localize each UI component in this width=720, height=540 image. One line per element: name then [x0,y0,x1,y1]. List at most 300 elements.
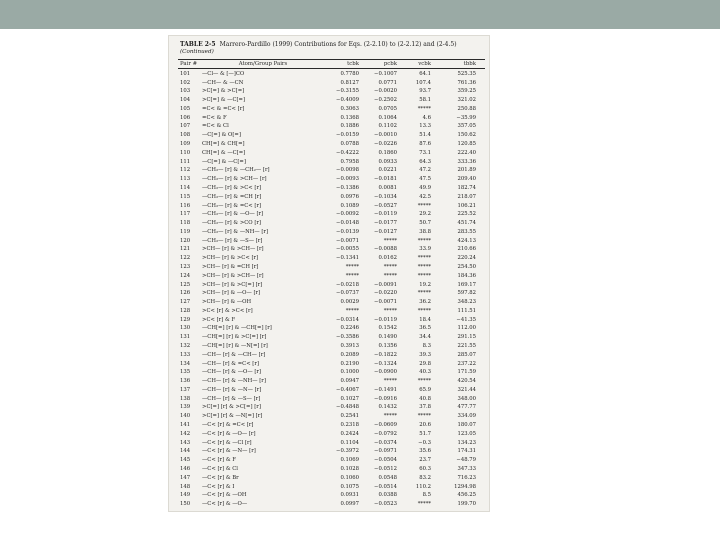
tcbk-value: 0.1069 [340,457,359,464]
pcbk-value: 0.0221 [378,167,397,174]
table-row [178,307,485,316]
pair-number: 125 [180,281,191,288]
pair-number: 150 [180,501,191,508]
tbbk-value: 250.88 [457,105,476,112]
scanned-table-image [168,35,490,512]
pair-number: 108 [180,132,191,139]
pcbk-value: −0.0523 [374,501,397,508]
pcbk-value: ***** [383,307,397,314]
group-pair: —Cl— & [—]CO [202,70,245,77]
vcbk-value: 8.5 [422,492,431,499]
pair-number: 143 [180,439,191,446]
group-pair: —CH— [r] & —N— [r] [202,386,262,393]
table-continued-note: (Continued) [180,49,214,55]
pair-number: 106 [180,114,191,121]
pair-number: 120 [180,237,191,244]
group-pair: —C< [r] & —O— [202,501,248,508]
group-pair: >CH— [r] & =CH [r] [202,263,259,270]
tbbk-value: 420.54 [457,378,476,385]
table-row [178,290,485,299]
pcbk-value: 0.0933 [378,158,397,165]
pair-number: 118 [180,220,191,227]
pcbk-value: −0.0071 [374,299,397,306]
tcbk-value: 0.0788 [340,141,359,148]
column-header-vcbk: vcbk [418,61,431,67]
column-header-tcbk: tcbk [347,61,359,67]
tbbk-value: 477.77 [457,404,476,411]
pair-number: 107 [180,123,191,130]
tcbk-value: 0.1060 [340,474,359,481]
tcbk-value: 0.0947 [340,378,359,385]
group-pair: —CH₂— [r] & —S— [r] [202,237,263,244]
pair-number: 128 [180,307,191,314]
tbbk-value: 112.00 [457,325,476,332]
pair-number: 121 [180,246,191,253]
pair-number: 102 [180,79,191,86]
vcbk-value: 33.9 [419,246,431,253]
group-pair: —CH— [r] & —NH— [r] [202,378,266,385]
table-row [178,88,485,97]
pcbk-value: ***** [383,378,397,385]
vcbk-value: 93.7 [419,88,431,95]
slide-header-band [0,0,720,29]
group-pair: =C< & F [202,114,227,121]
tbbk-value: 348.23 [457,299,476,306]
tbbk-value: 106.21 [457,202,476,209]
vcbk-value: 35.6 [419,448,431,455]
vcbk-value: 64.1 [419,70,431,77]
pair-number: 149 [180,492,191,499]
pcbk-value: ***** [383,272,397,279]
vcbk-value: 29.8 [419,360,431,367]
vcbk-value: 50.7 [419,220,431,227]
tbbk-value: 321.44 [457,386,476,393]
vcbk-value: ***** [417,202,431,209]
tcbk-value: 0.8127 [340,79,359,86]
table-row [178,167,485,176]
tbbk-value: 333.36 [457,158,476,165]
group-pair: —CH₂— [r] & —NH— [r] [202,228,269,235]
pcbk-value: −0.0010 [374,132,397,139]
table-row [178,377,485,386]
vcbk-value: ***** [417,501,431,508]
pcbk-value: −0.0020 [374,88,397,95]
tcbk-value: 0.1089 [340,202,359,209]
tbbk-value: 716.23 [457,474,476,481]
vcbk-value: 87.6 [419,141,431,148]
group-pair: —CH[=] [r] & >C[=] [r] [202,334,267,341]
pair-number: 109 [180,141,191,148]
vcbk-value: 4.6 [422,114,431,121]
tbbk-value: 525.35 [457,70,476,77]
vcbk-value: 39.3 [419,351,431,358]
tbbk-value: 456.25 [457,492,476,499]
tbbk-value: −48.79 [456,457,476,464]
vcbk-value: 110.2 [415,483,431,490]
vcbk-value: ***** [417,255,431,262]
tcbk-value: 0.0976 [340,193,359,200]
tcbk-value: ***** [345,263,359,270]
table-row [178,219,485,228]
tcbk-value: 0.1075 [340,483,359,490]
tcbk-value: −0.1386 [336,184,359,191]
vcbk-value: 18.4 [419,316,431,323]
pcbk-value: 0.1542 [378,325,397,332]
tcbk-value: 0.1027 [340,395,359,402]
table-header [178,60,485,68]
vcbk-value: ***** [417,413,431,420]
tcbk-value: −0.0098 [336,167,359,174]
pcbk-value: 0.1356 [378,343,397,350]
vcbk-value: ***** [417,237,431,244]
tbbk-value: 254.50 [457,263,476,270]
table-row [178,237,485,246]
tcbk-value: ***** [345,307,359,314]
tcbk-value: −0.0148 [336,220,359,227]
tcbk-value: ***** [345,272,359,279]
group-pair: >C[=] [r] & —N[=] [r] [202,413,263,420]
tbbk-value: 221.55 [457,343,476,350]
pcbk-value: −0.2502 [374,97,397,104]
group-pair: —CH₂— [r] & >CH— [r] [202,176,267,183]
tbbk-value: 597.82 [457,290,476,297]
table-row [178,140,485,149]
tbbk-value: 283.55 [457,228,476,235]
group-pair: —C< [r] & Cl [202,465,238,472]
pcbk-value: −0.0792 [374,430,397,437]
pcbk-value: −0.1822 [374,351,397,358]
group-pair: —CH— & —CN [202,79,244,86]
pcbk-value: 0.1064 [378,114,397,121]
pair-number: 140 [180,413,191,420]
table-row [178,272,485,281]
table-row [178,193,485,202]
tcbk-value: −0.4848 [336,404,359,411]
vcbk-value: ***** [417,378,431,385]
table-row [178,123,485,132]
pair-number: 124 [180,272,191,279]
pair-number: 142 [180,430,191,437]
tbbk-value: 174.31 [457,448,476,455]
pcbk-value: −0.0226 [374,141,397,148]
tcbk-value: 0.2190 [340,360,359,367]
group-pair: —CH— [r] & —S— [r] [202,395,261,402]
group-pair: >CH— [r] & —O— [r] [202,290,261,297]
table-row [178,131,485,140]
tcbk-value: −0.0071 [336,237,359,244]
vcbk-value: 107.4 [415,79,431,86]
vcbk-value: ***** [417,263,431,270]
group-pair: —CH₂— [r] & >CO [r] [202,220,262,227]
pair-number: 147 [180,474,191,481]
pair-number: 101 [180,70,191,77]
vcbk-value: 73.1 [419,149,431,156]
pcbk-value: −0.0916 [374,395,397,402]
vcbk-value: 65.9 [419,386,431,393]
table-row [178,184,485,193]
pcbk-value: 0.1490 [378,334,397,341]
pair-number: 148 [180,483,191,490]
tcbk-value: 0.2246 [340,325,359,332]
group-pair: —C< [r] & —N— [r] [202,448,256,455]
pair-number: 111 [180,158,191,165]
table-row [178,114,485,123]
vcbk-value: 13.3 [419,123,431,130]
tbbk-value: 237.22 [457,360,476,367]
vcbk-value: −0.3 [418,439,431,446]
table-row [178,333,485,342]
tcbk-value: 0.2541 [340,413,359,420]
pair-number: 122 [180,255,191,262]
tcbk-value: −0.0092 [336,211,359,218]
vcbk-value: ***** [417,272,431,279]
pair-number: 144 [180,448,191,455]
tbbk-value: 285.07 [457,351,476,358]
vcbk-value: 40.8 [419,395,431,402]
vcbk-value: 34.4 [419,334,431,341]
tbbk-value: −35.99 [456,114,476,121]
tbbk-value: 1294.98 [454,483,476,490]
table-row [178,246,485,255]
vcbk-value: 42.5 [419,193,431,200]
vcbk-value: 8.3 [422,343,431,350]
table-row [178,412,485,421]
vcbk-value: 60.3 [419,465,431,472]
tbbk-value: 150.62 [457,132,476,139]
group-pair: —C[=] & —C[=] [202,158,246,165]
table-row [178,474,485,483]
vcbk-value: 19.2 [419,281,431,288]
pcbk-value: −0.0088 [374,246,397,253]
group-pair: >CH— [r] & —OH [202,299,252,306]
tcbk-value: −0.0159 [336,132,359,139]
pcbk-value: 0.1102 [378,123,397,130]
pair-number: 141 [180,422,191,429]
table-row [178,211,485,220]
pcbk-value: 0.0081 [378,184,397,191]
tcbk-value: −0.0139 [336,228,359,235]
vcbk-value: 20.6 [419,422,431,429]
table-row [178,149,485,158]
tbbk-value: 209.40 [457,176,476,183]
tcbk-value: 0.1886 [340,123,359,130]
group-pair: —CH— [r] & =C< [r] [202,360,259,367]
tcbk-value: 0.1104 [340,439,359,446]
group-pair: —CH₂— [r] & —CH₂— [r] [202,167,270,174]
tbbk-value: −41.35 [456,316,476,323]
tbbk-value: 120.85 [457,141,476,148]
pcbk-value: −0.1007 [374,70,397,77]
group-pair: —C< [r] & I [202,483,235,490]
tbbk-value: 182.74 [457,184,476,191]
group-pair: —C< [r] & Br [202,474,239,481]
group-pair: >C[=] & —C[=] [202,97,246,104]
pair-number: 103 [180,88,191,95]
tcbk-value: 0.0029 [340,299,359,306]
vcbk-value: 36.5 [419,325,431,332]
table-row [178,254,485,263]
group-pair: >C[=] [r] & >C[=] [r] [202,404,261,411]
pair-number: 130 [180,325,191,332]
vcbk-value: 49.9 [419,184,431,191]
group-pair: =C< & Cl [202,123,229,130]
tbbk-value: 321.02 [457,97,476,104]
pair-number: 113 [180,176,191,183]
group-pair: CH[=] & —C[=] [202,149,246,156]
pair-number: 138 [180,395,191,402]
table-row [178,70,485,79]
tcbk-value: −0.3972 [336,448,359,455]
pcbk-value: −0.0177 [374,220,397,227]
column-header-pcbk: pcbk [383,61,397,67]
vcbk-value: 23.7 [419,457,431,464]
pcbk-value: −0.0119 [374,316,397,323]
tcbk-value: −0.0737 [336,290,359,297]
table-row [178,281,485,290]
pair-number: 117 [180,211,191,218]
vcbk-value: 51.4 [419,132,431,139]
tbbk-value: 201.89 [457,167,476,174]
group-pair: >C[=] & >C[=] [202,88,245,95]
tbbk-value: 334.09 [457,413,476,420]
table-row [178,298,485,307]
vcbk-value: 47.2 [419,167,431,174]
pcbk-value: −0.0609 [374,422,397,429]
tbbk-value: 180.07 [457,422,476,429]
pair-number: 129 [180,316,191,323]
table-body [178,70,485,509]
tcbk-value: 0.1000 [340,369,359,376]
pair-number: 146 [180,465,191,472]
table-row [178,386,485,395]
pair-number: 110 [180,149,191,156]
tcbk-value: 0.1028 [340,465,359,472]
pcbk-value: −0.0374 [374,439,397,446]
table-row [178,369,485,378]
group-pair: CH[=] & CH[=] [202,141,245,148]
pcbk-value: −0.0181 [374,176,397,183]
pcbk-value: 0.1432 [378,404,397,411]
pcbk-value: −0.0127 [374,228,397,235]
vcbk-value: 64.3 [419,158,431,165]
table-row [178,202,485,211]
vcbk-value: 83.2 [419,474,431,481]
table-row [178,439,485,448]
pcbk-value: 0.0548 [378,474,397,481]
pcbk-value: ***** [383,263,397,270]
group-pair: —CH₂— [r] & —O— [r] [202,211,264,218]
pair-number: 104 [180,97,191,104]
pair-number: 126 [180,290,191,297]
pcbk-value: −0.1491 [374,386,397,393]
column-header-pair: Pair # [180,61,198,67]
table-label: TABLE 2-5 [180,41,216,48]
tbbk-value: 210.66 [457,246,476,253]
vcbk-value: 47.5 [419,176,431,183]
vcbk-value: ***** [417,105,431,112]
pair-number: 119 [180,228,191,235]
group-pair: =C< & =C< [r] [202,105,245,112]
vcbk-value: 51.7 [419,430,431,437]
table-row [178,483,485,492]
tcbk-value: 0.0931 [340,492,359,499]
table-row [178,465,485,474]
pcbk-value: −0.0091 [374,281,397,288]
table-row [178,228,485,237]
tbbk-value: 291.15 [457,334,476,341]
table-row [178,325,485,334]
pcbk-value: −0.1324 [374,360,397,367]
pcbk-value: −0.0527 [374,202,397,209]
tbbk-value: 171.59 [457,369,476,376]
tcbk-value: −0.3586 [336,334,359,341]
pair-number: 145 [180,457,191,464]
table-row [178,96,485,105]
pair-number: 112 [180,167,191,174]
group-pair: —C< [r] & —OH [202,492,247,499]
group-pair: —CH₂— [r] & =C< [r] [202,202,262,209]
pcbk-value: 0.0388 [378,492,397,499]
table-row [178,395,485,404]
group-pair: —CH₂— [r] & =CH [r] [202,193,262,200]
table-row [178,175,485,184]
tcbk-value: 0.0997 [340,501,359,508]
group-pair: —C< [r] & =C< [r] [202,422,254,429]
vcbk-value: 29.2 [419,211,431,218]
vcbk-value: ***** [417,290,431,297]
tbbk-value: 359.25 [457,88,476,95]
tcbk-value: 0.3063 [340,105,359,112]
tbbk-value: 199.70 [457,501,476,508]
tbbk-value: 218.07 [457,193,476,200]
pair-number: 131 [180,334,191,341]
pair-number: 114 [180,184,191,191]
pcbk-value: −0.0971 [374,448,397,455]
tcbk-value: −0.4222 [336,149,359,156]
group-pair: >CH— [r] & >CH— [r] [202,272,264,279]
tbbk-value: 184.36 [457,272,476,279]
pcbk-value: −0.0512 [374,465,397,472]
group-pair: >C< [r] & F [202,316,236,323]
table-row [178,79,485,88]
group-pair: —CH— [r] & —CH— [r] [202,351,266,358]
vcbk-value: 58.1 [419,97,431,104]
pcbk-value: 0.1860 [378,149,397,156]
table-row [178,456,485,465]
tbbk-value: 451.74 [457,220,476,227]
pair-number: 135 [180,369,191,376]
pair-number: 133 [180,351,191,358]
table-row [178,263,485,272]
group-pair: —CH₂— [r] & >C< [r] [202,184,262,191]
table-caption [180,41,485,48]
group-pair: >CH— [r] & >C< [r] [202,255,259,262]
tcbk-value: −0.4009 [336,97,359,104]
tcbk-value: −0.0055 [336,246,359,253]
table-title: Marrero-Pardillo (1999) Contributions for Eqs. (2-2.10) to (2-2.12) and (2-4.5) [219,41,457,48]
pcbk-value: −0.0900 [374,369,397,376]
tbbk-value: 761.36 [457,79,476,86]
table-row [178,316,485,325]
pair-number: 127 [180,299,191,306]
pcbk-value: −0.0504 [374,457,397,464]
pcbk-value: −0.0514 [374,483,397,490]
pcbk-value: 0.0162 [378,255,397,262]
pair-number: 132 [180,343,191,350]
table-row [178,430,485,439]
group-pair: >CH— [r] & >C[=] [r] [202,281,263,288]
pcbk-value: 0.0771 [378,79,397,86]
